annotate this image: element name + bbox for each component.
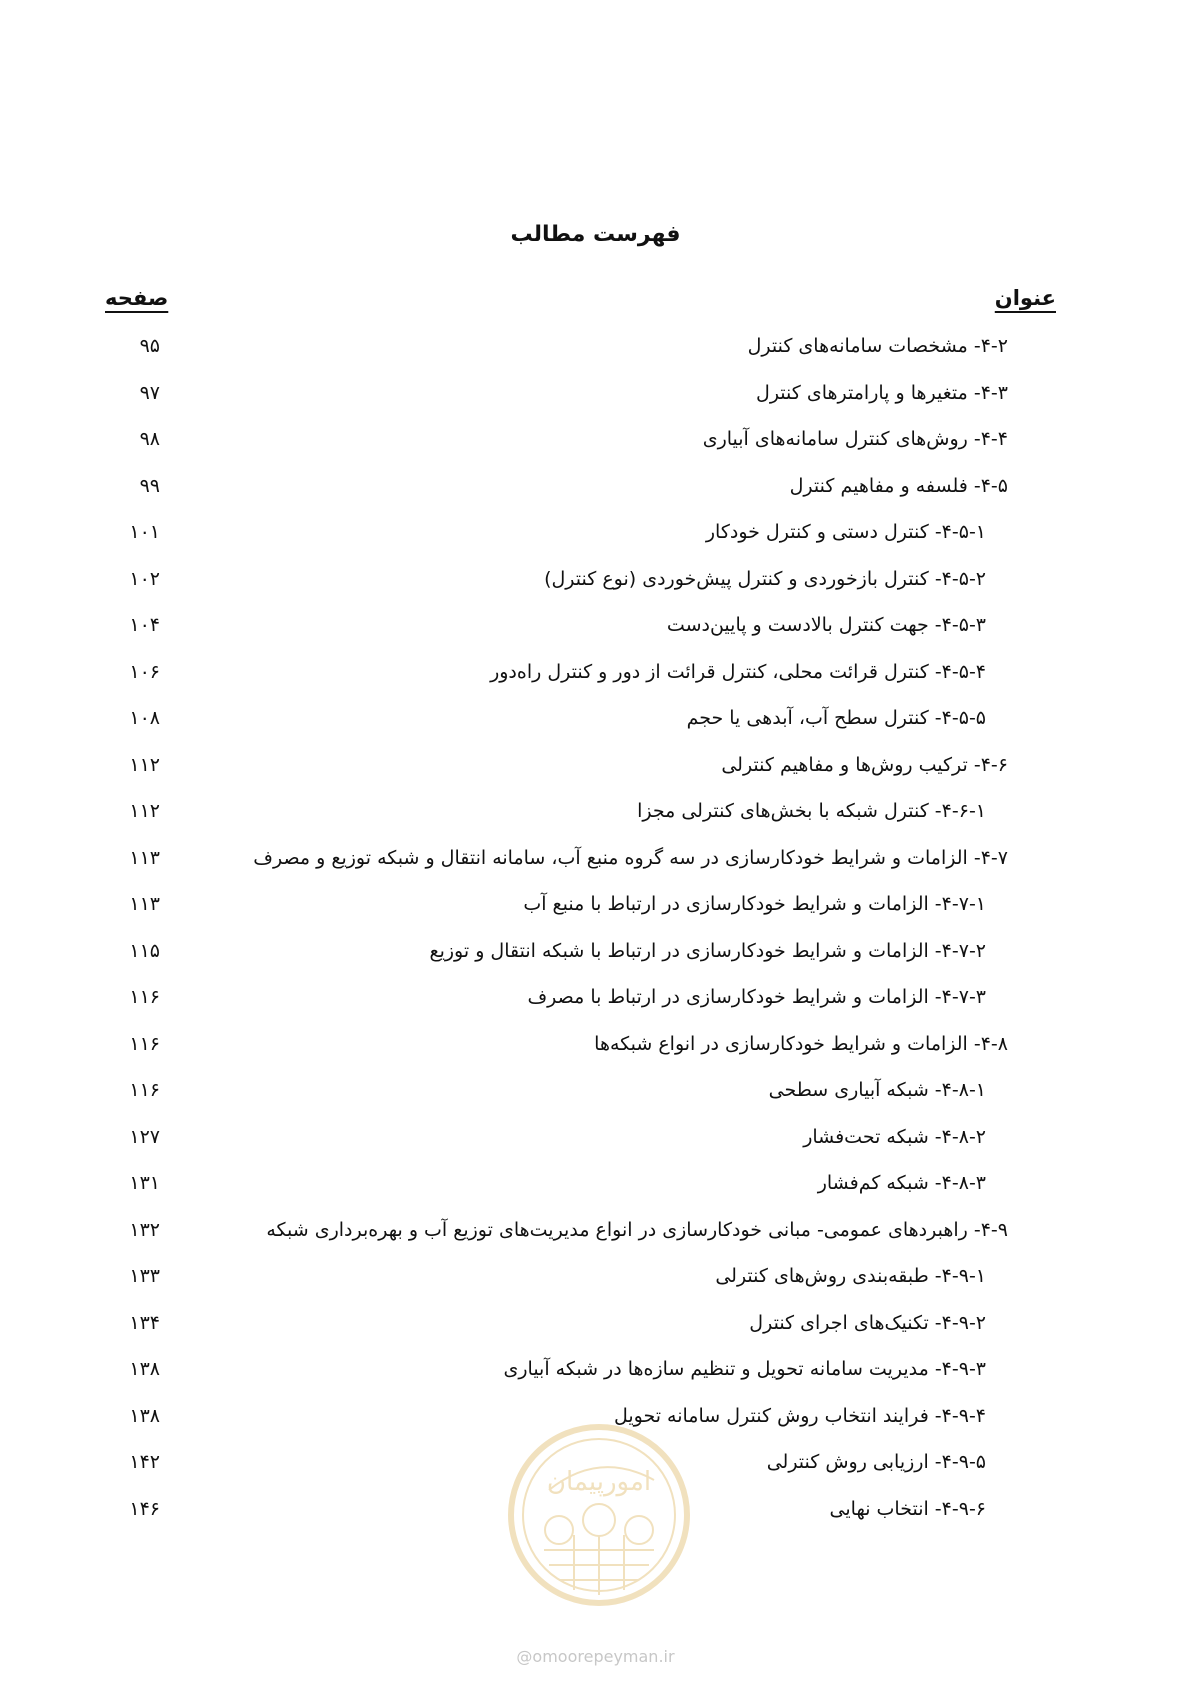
toc-entry-page: ۱۱۲	[129, 800, 160, 822]
toc-entry-page: ۱۴۲	[129, 1451, 160, 1473]
toc-entry-page: ۱۳۸	[129, 1358, 160, 1380]
page-column-header: صفحه	[105, 286, 169, 310]
toc-entry	[0, 981, 1191, 1028]
toc-entry-title: ۴-۹-۶- انتخاب نهایی	[829, 1497, 986, 1520]
toc-entry-title: ۴-۵-۲- کنترل بازخوردی و کنترل پیش‌خوردی (نوع کنترل)	[544, 567, 986, 590]
toc-entry	[0, 656, 1191, 703]
toc-entry-page: ۱۳۱	[129, 1172, 160, 1194]
toc-entry-page: ۹۵	[139, 335, 160, 357]
toc-entry-page: ۱۳۲	[129, 1218, 160, 1241]
toc-entry-page: ۱۳۳	[129, 1265, 160, 1287]
toc-list	[0, 330, 1191, 1539]
title-column-header: عنوان	[994, 286, 1056, 310]
toc-entry-title: ۴-۶- ترکیب روش‌ها و مفاهیم کنترلی	[721, 753, 1008, 776]
toc-entry	[0, 1353, 1191, 1400]
toc-entry-page: ۱۰۸	[129, 707, 160, 729]
toc-entry	[0, 377, 1191, 424]
watermark-text: @omoorepeyman.ir	[516, 1647, 675, 1666]
toc-entry	[0, 423, 1191, 470]
watermark-logo	[504, 1420, 694, 1610]
toc-entry	[0, 795, 1191, 842]
toc-entry	[0, 609, 1191, 656]
toc-entry-page: ۱۱۵	[129, 939, 160, 962]
toc-entry-page: ۱۴۶	[129, 1497, 160, 1520]
toc-entry	[0, 935, 1191, 982]
toc-entry-page: ۹۷	[139, 381, 160, 404]
toc-entry	[0, 1307, 1191, 1354]
toc-entry-title: ۴-۵-۴- کنترل قرائت محلی، کنترل قرائت از دور و کنترل راه‌دور	[490, 660, 986, 683]
toc-entry-title: ۴-۸-۳- شبکه کم‌فشار	[817, 1172, 986, 1194]
toc-entry	[0, 1260, 1191, 1307]
toc-entry-title: ۴-۸-۱- شبکه آبیاری سطحی	[768, 1079, 986, 1101]
toc-entry-title: ۴-۸- الزامات و شرایط خودکارسازی در انواع شبکه‌ها	[594, 1032, 1008, 1055]
toc-entry	[0, 842, 1191, 889]
toc-entry-title: ۴-۵-۱- کنترل دستی و کنترل خودکار	[705, 521, 986, 543]
toc-entry-title: ۴-۹-۳- مدیریت سامانه تحویل و تنظیم سازه‌ها در شبکه آبیاری	[503, 1358, 986, 1380]
toc-entry	[0, 516, 1191, 563]
toc-entry-page: ۱۱۶	[129, 986, 160, 1008]
toc-entry	[0, 888, 1191, 935]
watermark-logo-text: امورپیمان	[546, 1467, 652, 1497]
toc-entry-page: ۱۱۳	[129, 893, 160, 915]
toc-entry-page: ۱۰۲	[129, 567, 160, 590]
toc-entry-title: ۴-۹-۱- طبقه‌بندی روش‌های کنترلی	[715, 1265, 986, 1287]
toc-entry	[0, 702, 1191, 749]
toc-entry-page: ۱۱۶	[129, 1032, 160, 1055]
toc-entry-page: ۱۱۲	[129, 753, 160, 776]
toc-entry-page: ۹۸	[139, 428, 160, 450]
toc-entry-title: ۴-۵-۳- جهت کنترل بالادست و پایین‌دست	[666, 614, 986, 636]
toc-entry-page: ۹۹	[139, 474, 160, 497]
toc-entry-title: ۴-۷-۳- الزامات و شرایط خودکارسازی در ارتباط با مصرف	[527, 986, 986, 1008]
toc-entry-title: ۴-۷- الزامات و شرایط خودکارسازی در سه گروه منبع آب، سامانه انتقال و شبکه توزیع و مصرف	[253, 846, 1008, 869]
toc-entry	[0, 330, 1191, 377]
toc-entry-title: ۴-۹-۵- ارزیابی روش کنترلی	[766, 1451, 986, 1473]
toc-entry	[0, 1028, 1191, 1075]
toc-entry-title: ۴-۶-۱- کنترل شبکه با بخش‌های کنترلی مجزا	[637, 800, 986, 822]
toc-entry	[0, 749, 1191, 796]
toc-entry-page: ۱۰۶	[129, 660, 160, 683]
toc-entry-page: ۱۰۴	[129, 614, 160, 636]
toc-entry-title: ۴-۷-۱- الزامات و شرایط خودکارسازی در ارتباط با منبع آب	[523, 893, 986, 915]
toc-entry	[0, 563, 1191, 610]
toc-entry	[0, 470, 1191, 517]
toc-entry-title: ۴-۹-۲- تکنیک‌های اجرای کنترل	[749, 1311, 986, 1334]
toc-entry-page: ۱۰۱	[129, 521, 160, 543]
toc-entry	[0, 1214, 1191, 1261]
toc-entry-page: ۱۳۴	[129, 1311, 160, 1334]
toc-entry-page: ۱۳۸	[129, 1404, 160, 1427]
toc-entry-title: ۴-۵- فلسفه و مفاهیم کنترل	[789, 474, 1008, 497]
toc-entry-page: ۱۱۳	[129, 846, 160, 869]
toc-entry-page: ۱۱۶	[129, 1079, 160, 1101]
toc-entry-title: ۴-۲- مشخصات سامانه‌های کنترل	[747, 335, 1008, 357]
toc-entry-title: ۴-۳- متغیرها و پارامترهای کنترل	[756, 381, 1008, 404]
toc-entry-title: ۴-۹- راهبردهای عمومی- مبانی خودکارسازی در انواع مدیریت‌های توزیع آب و بهره‌برداری شبکه	[266, 1218, 1008, 1241]
toc-entry-title: ۴-۷-۲- الزامات و شرایط خودکارسازی در ارتباط با شبکه انتقال و توزیع	[429, 939, 986, 962]
toc-entry-page: ۱۲۷	[129, 1125, 160, 1148]
toc-entry-title: ۴-۸-۲- شبکه تحت‌فشار	[803, 1125, 986, 1148]
toc-entry	[0, 1167, 1191, 1214]
toc-entry-title: ۴-۴- روش‌های کنترل سامانه‌های آبیاری	[702, 428, 1008, 450]
toc-entry-title: ۴-۹-۴- فرایند انتخاب روش کنترل سامانه تحویل	[613, 1404, 986, 1427]
toc-entry	[0, 1074, 1191, 1121]
toc-entry	[0, 1121, 1191, 1168]
toc-entry-title: ۴-۵-۵- کنترل سطح آب، آبدهی یا حجم	[686, 707, 986, 729]
page-title: فهرست مطالب	[510, 222, 681, 247]
